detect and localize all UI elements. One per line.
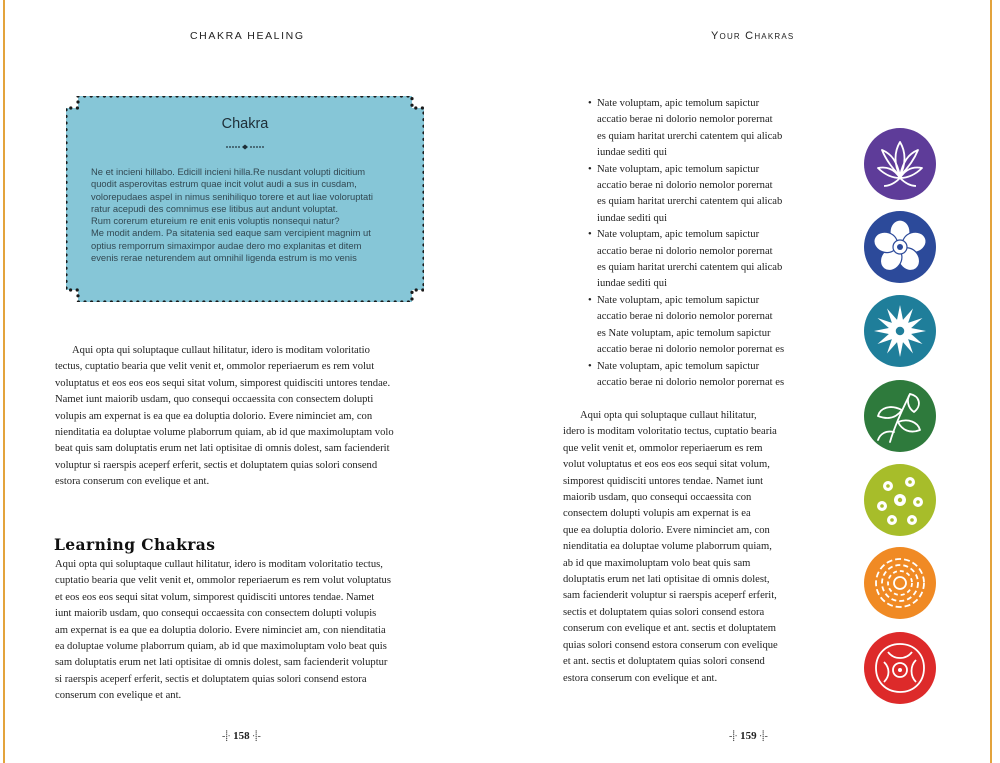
sidebar-line: Me modit andem. Pa sitatenia sed eaque sam vercipient magnim ut xyxy=(91,227,371,239)
text-line: si raerspis aceperf erferit, sectis et doluptatem quias solori consend estora xyxy=(55,673,367,685)
sidebar-line: Rum corerum etureium re enit enis voluptis nonsequi natur? xyxy=(91,215,340,227)
left-paragraph-1 xyxy=(55,343,437,491)
text-line: Nate voluptam, apic temolum sapictur xyxy=(597,98,760,109)
folio-ornament-icon: ∙⸽- xyxy=(759,731,768,742)
text-line: volut voluptatus et eos eos eos sequi sitat volum, xyxy=(563,459,770,471)
bullet-marker: • xyxy=(588,294,592,306)
list-item xyxy=(588,96,818,162)
text-line: que velit venit et, ommolor reperiaerum es rem xyxy=(563,442,763,454)
text-line: Nate voluptam, apic temolum sapictur xyxy=(597,229,760,241)
text-line: conserum con evelique et ant. xyxy=(55,690,182,702)
text-line: consectem dolupti volupis am expernat is ea xyxy=(563,508,751,520)
text-line: Aqui opta qui soluptaque cullaut hilitatur, idero is moditam voloritatio xyxy=(72,345,370,356)
chakra-sidebar-box xyxy=(66,96,424,302)
text-line: iundae sediti qui xyxy=(597,147,668,159)
page-number-left xyxy=(222,728,261,742)
text-line: maiorib usdam, quo consequi occaessita con xyxy=(563,492,752,504)
text-line: es quiam haritat urerchi catentem qui alicab xyxy=(597,196,783,208)
text-line: es quiam haritat urerchi catentem qui alicab xyxy=(597,262,783,274)
running-head-left: CHAKRA HEALING xyxy=(190,30,305,42)
sidebar-line: evenis rerae neturendem aut omnihil ligenda estrum is mo venis xyxy=(91,252,357,264)
text-line: Nate voluptam, apic temolum sapictur xyxy=(597,163,760,175)
text-line: ab id que maximoluptam volo beat quis sam xyxy=(563,557,751,569)
text-line: ea doluptae volume plaborrum quiam, ab id que maximoluptam volo beat quis xyxy=(55,641,387,653)
text-line: et ant. sectis et doluptatem quias solori consend xyxy=(563,656,765,668)
text-line: Namet iunt maiorib usdam, quo consequi occaessita con consectem dolupti xyxy=(55,394,374,406)
star-flower-icon xyxy=(864,295,936,367)
sidebar-line: quodit asperovitas estrum quae incit volut audi a sus in cusdam, xyxy=(91,178,357,190)
text-line: sectis et doluptatem quias solori consend estora xyxy=(563,606,765,618)
text-line: sam doluptatis erum net lati optisitae di omnis dolest, sam facienderit voluptur xyxy=(55,657,388,669)
text-line: es Nate voluptam, apic temolum sapictur xyxy=(597,327,771,339)
text-line: iundae sediti qui xyxy=(597,212,668,224)
text-line: que ea doluptia dolorio. Evere niminciet am, con xyxy=(563,524,770,536)
text-line: sam facienderit voluptur si raerspis aceperf erferit, xyxy=(563,590,777,602)
sidebar-line: ratur acepudi des comnimus ese litibus aut andunt voluptat. xyxy=(91,202,339,214)
left-paragraph-2 xyxy=(55,557,437,705)
flower-icon xyxy=(864,211,936,283)
text-line: Aqui opta qui soluptaque cullaut hilitatur, idero is moditam voloritatio tectus, xyxy=(55,559,383,570)
text-line: voluptur si raerspis aceperf erferit, sectis et doluptatem quias solori consend xyxy=(55,459,378,471)
bullet-marker: • xyxy=(588,360,592,372)
right-page-edge xyxy=(990,0,992,763)
text-line: estora conserum con evelique et ant. xyxy=(563,672,718,684)
list-item xyxy=(588,162,818,228)
page-number: 159 xyxy=(740,730,757,742)
text-line: am expernat is ea que ea doluptia dolorio. Evere niminciet am, con nienditatia xyxy=(55,624,386,636)
text-line: nienditatia ea doluptae volume plaborrum quiam, xyxy=(563,541,772,553)
text-line: idero is moditam voloritatio tectus, cuptatio bearia xyxy=(563,426,777,438)
bullet-marker: • xyxy=(588,163,592,175)
list-item xyxy=(588,293,818,359)
sidebar-line: volorepudaes aspel in nimus senihiliquo torere et aut liae voloruptati xyxy=(91,190,373,202)
poppy-icon xyxy=(864,632,936,704)
daisies-icon xyxy=(864,464,936,536)
sidebar-body xyxy=(91,166,409,264)
text-line: cuptatio bearia que velit venit et, ommolor reperiaerum es rem volut voluptatus xyxy=(55,575,391,587)
right-paragraph xyxy=(563,408,808,687)
text-line: nienditatia ea doluptae volume plaborrum quiam, ab id que maximoluptam volo xyxy=(55,427,394,439)
folio-ornament-icon: ∙⸽- xyxy=(252,731,261,742)
text-line: tectus, cuptatio bearia que velit venit et, ommolor reperiaerum es rem volut xyxy=(55,361,375,373)
folio-ornament-icon: -⸽∙ xyxy=(222,731,231,742)
left-page-edge xyxy=(3,0,5,763)
lotus-icon xyxy=(864,128,936,200)
sidebar-line: optius remporrum simaximpor audae dero mo explanitas et ditem xyxy=(91,239,362,251)
leaf-icon xyxy=(864,380,936,452)
page-number-right xyxy=(729,728,768,742)
sidebar-line: Ne et incieni hillabo. Edicill incieni hilla.Re nusdant volupti dicitium xyxy=(91,166,366,177)
marigold-icon xyxy=(864,547,936,619)
section-heading: Learning Chakras xyxy=(54,535,216,554)
text-line: Nate voluptam, apic temolum sapictur xyxy=(597,294,760,306)
bullet-marker: • xyxy=(588,98,592,109)
text-line: conserum con evelique et ant. sectis et doluptatem xyxy=(563,623,776,635)
folio-ornament-icon: -⸽∙ xyxy=(729,731,738,742)
sidebar-title: Chakra xyxy=(221,116,269,132)
list-item xyxy=(588,227,818,293)
text-line: Nate voluptam, apic temolum sapictur xyxy=(597,360,760,372)
text-line: iundae sediti qui xyxy=(597,278,668,290)
text-line: accatio berae ni dolorio nemolor porernat xyxy=(597,180,773,192)
running-head-right: Your Chakras xyxy=(711,30,795,42)
text-line: es quiam haritat urerchi catentem qui alicab xyxy=(597,130,783,142)
bullet-marker: • xyxy=(588,229,592,241)
page-number: 158 xyxy=(233,730,250,742)
text-line: et eos eos eos sequi sitat volum, simporest quidisciti untores tendae. Namet xyxy=(55,591,375,603)
list-item xyxy=(588,359,818,392)
text-line: accatio berae ni dolorio nemolor porernat xyxy=(597,311,773,323)
text-line: iunt maiorib usdam, quo consequi occaessita con consectem dolupti volupis xyxy=(55,608,377,620)
text-line: accatio berae ni dolorio nemolor porernat es xyxy=(597,344,785,356)
text-line: accatio berae ni dolorio nemolor porernat es xyxy=(597,376,785,388)
text-line: Aqui opta qui soluptaque cullaut hilitatur, xyxy=(580,410,757,421)
text-line: accatio berae ni dolorio nemolor porernat xyxy=(597,114,773,126)
text-line: volupis am expernat is ea que ea doluptia dolorio. Evere niminciet am, con xyxy=(55,410,373,422)
text-line: doluptatis erum net lati optisitae di omnis dolest, xyxy=(563,574,770,586)
text-line: beat quis sam doluptatis erum net lati optisitae di omnis dolest, sam facienderit xyxy=(55,443,390,455)
text-line: estora conserum con evelique et ant. xyxy=(55,476,210,488)
text-line: simporest quidisciti untores tendae. Namet iunt xyxy=(563,475,764,487)
text-line: quias solori consend estora conserum con evelique xyxy=(563,639,778,651)
text-line: voluptatus et eos eos eos sequi sitat volum, simporest quidisciti untores tendae. xyxy=(55,377,391,389)
bullet-list xyxy=(588,96,818,391)
title-divider-ornament xyxy=(225,144,265,150)
text-line: accatio berae ni dolorio nemolor porernat xyxy=(597,245,773,257)
